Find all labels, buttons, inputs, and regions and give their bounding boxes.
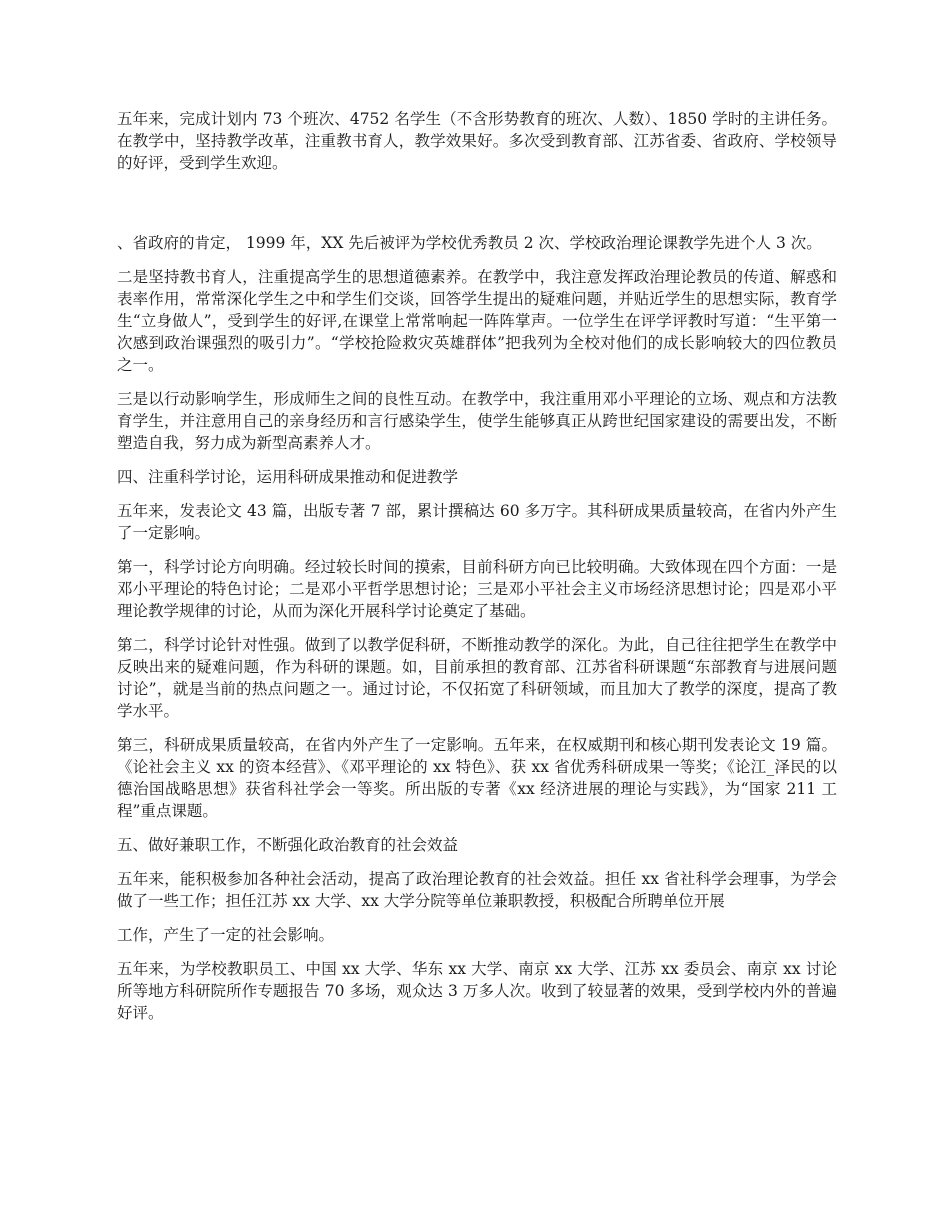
paragraph-moral-education: 二是坚持教书育人，注重提高学生的思想道德素养。在教学中，我注意发挥政治理论教员的传道、解惑和表率作用，常常深化学生之中和学生们交谈，回答学生提出的疑难问题，并贴近学生的思想实际，教育学生“立身做人”，受到学生的好评,在课堂上常常响起一阵阵掌声。一位学生在评学评教时写道：“生平第一次感到政治课强烈的吸引力”。“学校抢险救灾英雄群体”把我列为全校对他们的成长影响较大的四位教员之一。 [117,268,837,374]
paragraph-teaching-summary: 五年来，完成计划内 73 个班次、4752 名学生（不含形势教育的班次、人数）、1850 学时的主讲任务。在教学中，坚持教学改革，注重教书育人，教学效果好。多次受到教育部、江苏省委、省政府、学校领导的好评，受到学生欢迎。 [117,110,837,172]
paragraph-lectures: 五年来，为学校教职员工、中国 xx 大学、华东 xx 大学、南京 xx 大学、江苏 xx 委员会、南京 xx 讨论所等地方科研院所作专题报告 70 多场，观众达 3 万多人次。收到了较显著的效果，受到学校内外的普遍好评。 [117,960,837,1022]
paragraph-interaction: 三是以行动影响学生，形成师生之间的良性互动。在教学中，我注重用邓小平理论的立场、观点和方法教育学生，并注意用自己的亲身经历和言行感染学生，使学生能够真正从跨世纪国家建设的需要出发，不断塑造自我，努力成为新型高素养人才。 [117,390,837,452]
document-page [117,108,837,1036]
section-heading-research: 四、注重科学讨论，运用科研成果推动和促进教学 [117,468,459,486]
paragraph-research-focus: 第二，科学讨论针对性强。做到了以教学促科研，不断推动教学的深化。为此，自己往往把学生在教学中反映出来的疑难问题，作为科研的课题。如，目前承担的教育部、江苏省科研课题“东部教育与进展问题讨论”，就是当前的热点问题之一。通过讨论，不仅拓宽了科研领域，而且加大了教学的深度，提高了教学水平。 [117,636,837,720]
paragraph-publications: 五年来，发表论文 43 篇，出版专著 7 部，累计撰稿达 60 多万字。其科研成果质量较高，在省内外产生了一定影响。 [117,502,837,542]
page-break-gap [117,186,837,232]
paragraph-research-quality: 第三，科研成果质量较高，在省内外产生了一定影响。五年来，在权威期刊和核心期刊发表论文 19 篇。《论社会主义 xx 的资本经营》、《邓平理论的 xx 特色》、获 xx 省优秀科研成果一等奖；《论江_泽民的以德治国战略思想》获省科社学会一等奖。所出版的专著《xx 经济进展的理论与实践》，为“国家 211 工程”重点课题。 [117,736,837,820]
section-heading-parttime: 五、做好兼职工作，不断强化政治教育的社会效益 [117,836,459,854]
paragraph-social-activities: 五年来，能积极参加各种社会活动，提高了政治理论教育的社会效益。担任 xx 省社科学会理事，为学会做了一些工作；担任江苏 xx 大学、xx 大学分院等单位兼职教授，积极配合所聘单位开展 [117,870,837,910]
paragraph-awards: 、省政府的肯定， 1999 年，XX 先后被评为学校优秀教员 2 次、学校政治理论课教学先进个人 3 次。 [117,234,822,252]
paragraph-research-direction: 第一，科学讨论方向明确。经过较长时间的摸索，目前科研方向已比较明确。大致体现在四个方面：一是邓小平理论的特色讨论；二是邓小平哲学思想讨论；三是邓小平社会主义市场经济思想讨论；四是邓小平理论教学规律的讨论，从而为深化开展科学讨论奠定了基础。 [117,558,837,620]
paragraph-social-impact: 工作，产生了一定的社会影响。 [117,926,335,944]
